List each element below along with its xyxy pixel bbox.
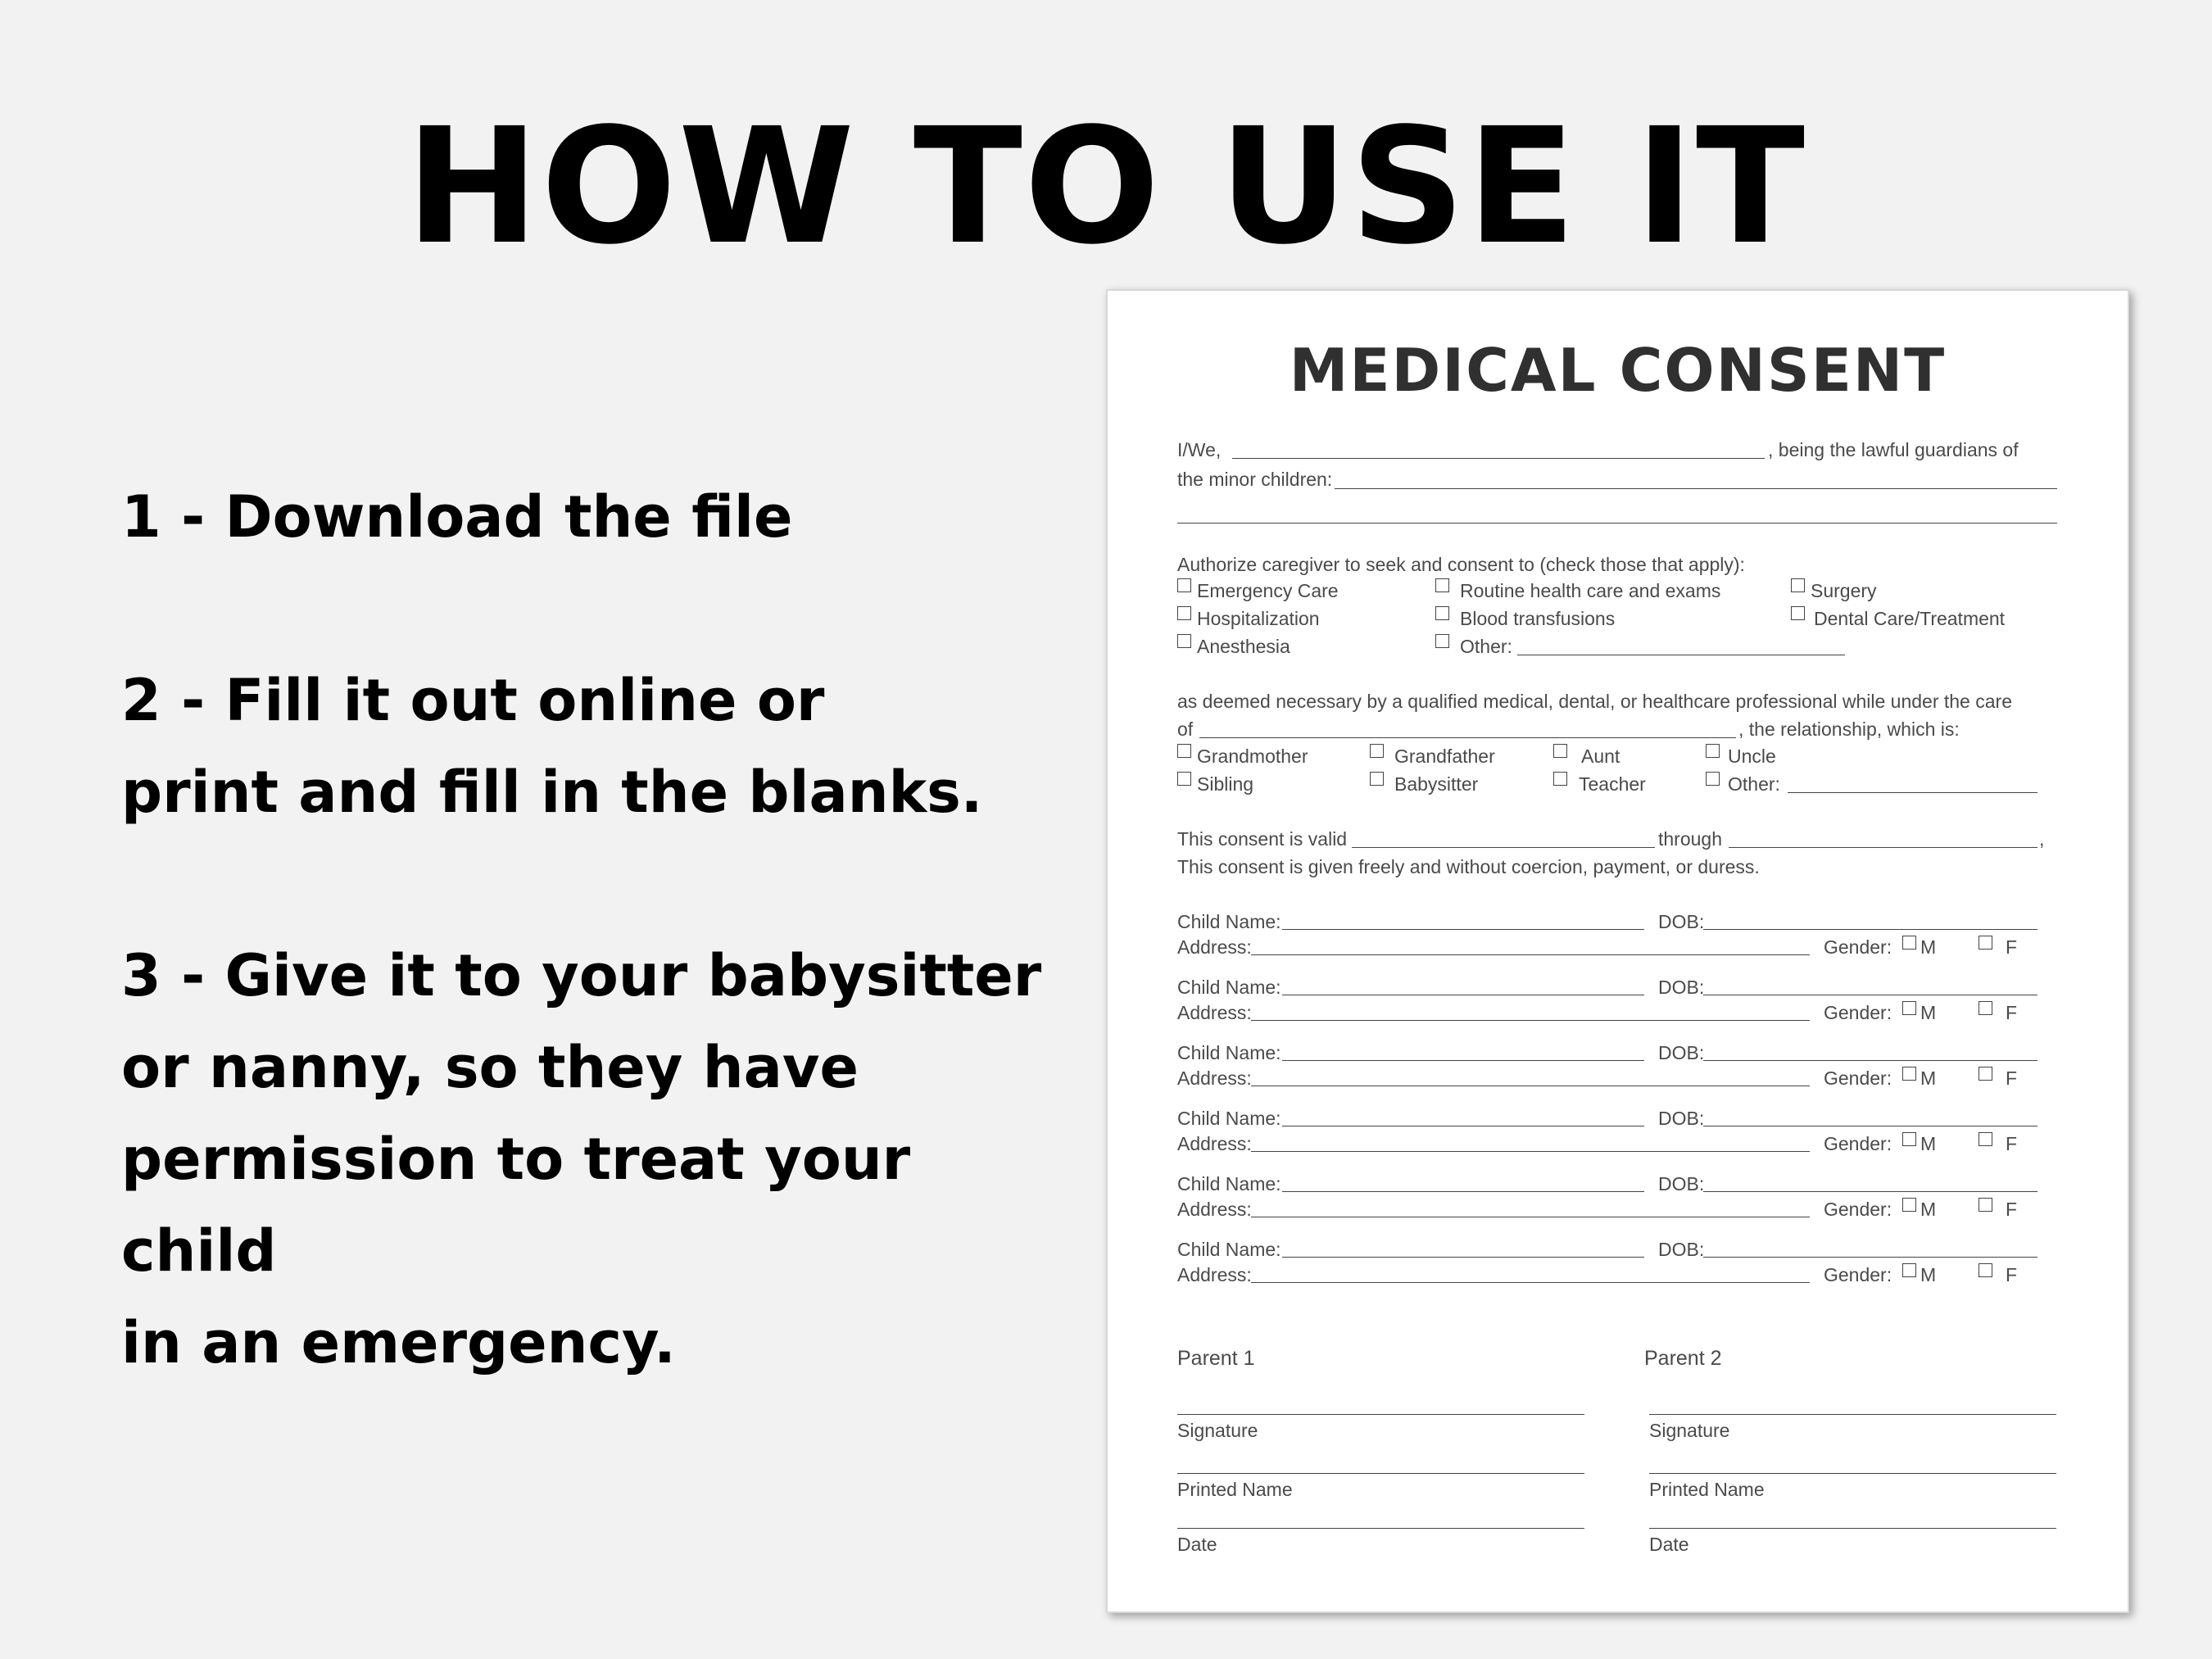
anesthesia-label: Anesthesia [1197,636,1290,657]
blood-transfusions-checkbox[interactable] [1435,606,1449,620]
other-relationship-label: Other: [1728,773,1780,795]
gender-label: Gender: [1824,1264,1892,1285]
gender-m-label: M [1920,1002,1937,1023]
child-name-label: Child Name: [1177,911,1281,932]
freely-text: This consent is given freely and without coercion, payment, or duress. [1177,856,1760,877]
dob-field[interactable] [1703,1060,2037,1061]
authorize-text: Authorize caregiver to seek and consent to (check those that apply): [1177,554,1745,575]
aunt-label: Aunt [1581,746,1620,767]
step-1-line-1: 1 - Download the file [121,483,793,551]
gender-label: Gender: [1824,1199,1892,1220]
step-2-line-2: print and fill in the blanks. [121,759,983,826]
emergency-care-label: Emergency Care [1197,580,1339,601]
uncle-checkbox[interactable] [1706,744,1720,758]
address-field[interactable] [1251,1151,1810,1152]
parent-2-printed-name-label: Printed Name [1649,1479,1765,1500]
relationship-text: , the relationship, which is: [1738,718,1960,740]
hospitalization-label: Hospitalization [1197,608,1320,629]
caregiver-name-field[interactable] [1199,737,1736,738]
other-relationship-field[interactable] [1788,792,2037,793]
child-name-label: Child Name: [1177,1108,1281,1129]
parent-2-signature-field[interactable] [1649,1414,2056,1415]
dental-care-label: Dental Care/Treatment [1814,608,2006,629]
dob-field[interactable] [1703,929,2037,930]
gender-f-label: F [2006,1067,2018,1089]
parent-1-heading: Parent 1 [1177,1347,1255,1370]
surgery-label: Surgery [1811,580,1877,601]
gender-m-label: M [1920,1264,1937,1285]
parent-2-printed-name-field[interactable] [1649,1473,2056,1474]
gender-label: Gender: [1824,1067,1892,1089]
gender-m-checkbox[interactable] [1902,1198,1916,1212]
parent-1-date-field[interactable] [1177,1528,1584,1529]
address-field[interactable] [1251,1282,1810,1283]
gender-f-label: F [2006,1199,2018,1220]
grandfather-checkbox[interactable] [1370,744,1384,758]
valid-through-field[interactable] [1729,847,2037,848]
gender-m-checkbox[interactable] [1902,936,1916,950]
sibling-label: Sibling [1197,773,1254,795]
step-3-line-4: in an emergency. [121,1309,676,1376]
uncle-label: Uncle [1728,746,1776,767]
parent-2-block [1644,1349,2062,1562]
parent-1-printed-name-field[interactable] [1177,1473,1584,1474]
gender-f-checkbox[interactable] [1979,1263,1992,1277]
parent-1-printed-name-label: Printed Name [1177,1479,1293,1500]
form-title: MEDICAL CONSENT [1289,336,1947,405]
emergency-care-checkbox[interactable] [1177,578,1191,592]
hospitalization-checkbox[interactable] [1177,606,1191,620]
gender-f-label: F [2006,1002,2018,1023]
medical-consent-form [1106,289,2129,1613]
child-entry-2 [1108,978,2128,1036]
teacher-checkbox[interactable] [1553,772,1567,786]
gender-m-label: M [1920,1067,1937,1089]
gender-f-checkbox[interactable] [1979,1067,1992,1081]
dob-label: DOB: [1658,1173,1705,1194]
of-label: of [1177,718,1194,740]
gender-m-label: M [1920,1199,1937,1220]
gender-m-checkbox[interactable] [1902,1263,1916,1277]
surgery-checkbox[interactable] [1791,578,1805,592]
dental-care-checkbox[interactable] [1791,606,1805,620]
parent-1-signature-field[interactable] [1177,1414,1584,1415]
address-field[interactable] [1251,954,1810,955]
gender-label: Gender: [1824,1133,1892,1154]
step-3-line-3: permission to treat your child [121,1126,911,1285]
child-name-label: Child Name: [1177,1239,1281,1260]
dob-field[interactable] [1703,1257,2037,1258]
address-label: Address: [1177,1002,1252,1023]
minor-children-field[interactable] [1335,488,2057,489]
dob-label: DOB: [1658,1239,1705,1260]
comma: , [2039,828,2045,850]
other-relationship-checbox[interactable] [1706,772,1720,786]
instructions [121,471,1072,1389]
other-care-label: Other: [1460,636,1512,657]
parent-2-date-label: Date [1649,1534,1689,1555]
dob-label: DOB: [1658,977,1705,998]
gender-f-checkbox[interactable] [1979,1198,1992,1212]
address-label: Address: [1177,1067,1252,1089]
child-name-label: Child Name: [1177,977,1281,998]
headline: HOW TO USE IT [405,93,1807,279]
gender-f-label: F [2006,936,2018,958]
parent-2-date-field[interactable] [1649,1528,2056,1529]
address-label: Address: [1177,936,1252,958]
child-entry-4 [1108,1109,2128,1167]
iwe-label: I/We, [1177,439,1222,460]
gender-label: Gender: [1824,1002,1892,1023]
child-name-field[interactable] [1282,1060,1644,1061]
child-name-label: Child Name: [1177,1173,1281,1194]
step-2-line-1: 2 - Fill it out online or [121,667,825,734]
teacher-label: Teacher [1579,773,1646,795]
address-label: Address: [1177,1133,1252,1154]
aunt-checkbox[interactable] [1553,744,1567,758]
dob-field[interactable] [1703,1191,2037,1192]
gender-m-label: M [1920,1133,1937,1154]
through-label: through [1658,828,1723,850]
deemed-text: as deemed necessary by a qualified medical, dental, or healthcare professional while under the care [1177,691,2012,712]
gender-f-checkbox[interactable] [1979,936,1992,950]
gender-m-checkbox[interactable] [1902,1132,1916,1146]
dob-label: DOB: [1658,911,1705,932]
parent-1-block [1177,1349,1587,1562]
child-entry-1 [1108,913,2128,970]
address-label: Address: [1177,1199,1252,1220]
guardian-name-field[interactable] [1232,458,1765,459]
anesthesia-checkbox[interactable] [1177,634,1191,648]
address-field[interactable] [1251,1020,1810,1021]
gender-f-checkbox[interactable] [1979,1132,1992,1146]
parent-2-signature-label: Signature [1649,1420,1730,1441]
child-name-label: Child Name: [1177,1042,1281,1063]
child-name-field[interactable] [1282,1257,1644,1258]
gender-m-checkbox[interactable] [1902,1001,1916,1015]
grandfather-label: Grandfather [1394,746,1495,767]
other-care-checkbox[interactable] [1435,634,1449,648]
child-entry-3 [1108,1044,2128,1101]
gender-m-label: M [1920,936,1937,958]
address-label: Address: [1177,1264,1252,1285]
routine-care-checkbox[interactable] [1435,578,1449,592]
parent-1-signature-label: Signature [1177,1420,1258,1441]
step-3-line-2: or nanny, so they have [121,1034,859,1101]
child-entry-6 [1108,1240,2128,1298]
gender-label: Gender: [1824,936,1892,958]
valid-label: This consent is valid [1177,828,1348,850]
gender-f-checkbox[interactable] [1979,1001,1992,1015]
minor-children-label: the minor children: [1177,469,1333,490]
gender-f-label: F [2006,1264,2018,1285]
parent-1-date-label: Date [1177,1534,1217,1555]
child-name-field[interactable] [1282,929,1644,930]
guardians-text: , being the lawful guardians of [1768,439,2019,460]
sibling-checkbox[interactable] [1177,772,1191,786]
babysitter-checkbox[interactable] [1370,772,1384,786]
step-3-line-1: 3 - Give it to your babysitter [121,942,1042,1009]
child-name-field[interactable] [1282,1191,1644,1192]
babysitter-label: Babysitter [1394,773,1479,795]
grandmother-label: Grandmother [1197,746,1308,767]
dob-label: DOB: [1658,1108,1705,1129]
valid-from-field[interactable] [1352,847,1655,848]
minor-children-field-2[interactable] [1177,523,2057,524]
routine-care-label: Routine health care and exams [1460,580,1721,601]
gender-f-label: F [2006,1133,2018,1154]
parent-2-heading: Parent 2 [1644,1347,1722,1370]
gender-m-checkbox[interactable] [1902,1067,1916,1081]
child-entry-5 [1108,1175,2128,1232]
grandmother-checkbox[interactable] [1177,744,1191,758]
dob-label: DOB: [1658,1042,1705,1063]
blood-transfusions-label: Blood transfusions [1460,608,1616,629]
